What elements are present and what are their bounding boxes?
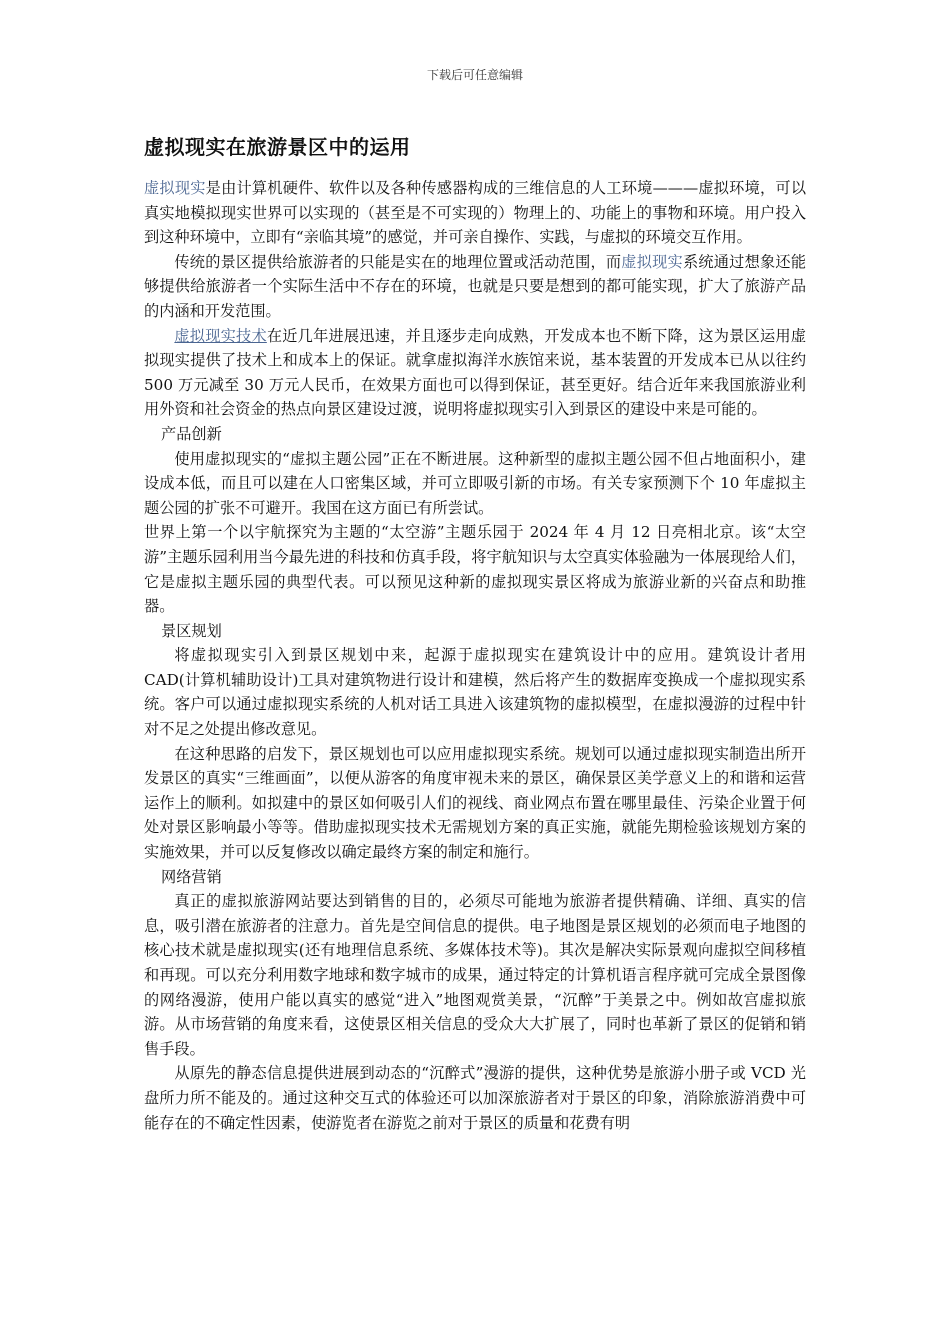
vr-technology-link[interactable]: 虚拟现实技术 xyxy=(174,326,267,345)
paragraph-architecture: 将虚拟现实引入到景区规划中来，起源于虚拟现实在建筑设计中的应用。建筑设计者用 CAD(计算机辅助设计)工具对建筑物进行设计和建模，然后将产生的数据库变换成一个虚拟现实系统。客户可以通过虚拟现实系统的人机对话工具进入该建筑物的虚拟模型，在虚拟漫游的过程中针对不足之处提出修改意见。 xyxy=(144,646,806,739)
paragraph-intro: 虚拟现实是由计算机硬件、软件以及各种传感器构成的三维信息的人工环境———虚拟环境，可以真实地模拟现实世界可以实现的（甚至是不可实现的）物理上的、功能上的事物和环境。用户投入到这种环境中，立即有“亲临其境”的感觉，并可亲自操作、实践，与虚拟的环境交互作用。 xyxy=(144,179,807,247)
subheading-product: 产品创新 xyxy=(161,424,222,443)
page-header: 下载后可任意编辑 xyxy=(426,68,523,82)
paragraph-scenic-planning: 在这种思路的启发下，景区规划也可以应用虚拟现实系统。规划可以通过虚拟现实制造出所开发景区的真实“三维画面”，以便从游客的角度审视未来的景区，确保景区美学意义上的和谐和运营运作上的顺利。如拟建中的景区如何吸引人们的视线、商业网点布置在哪里最佳、污染企业置于何处对景区影响最小等等。借助虚拟现实技术无需规划方案的真正实施，就能先期检验该规划方案的实施效果，并可以反复修改以确定最终方案的制定和施行。 xyxy=(144,744,806,862)
vr-link[interactable]: 虚拟现实 xyxy=(621,252,683,271)
paragraph-theme-park: 使用虚拟现实的“虚拟主题公园”正在不断进展。这种新型的虚拟主题公园不但占地面积小，建设成本低，而且可以建在人口密集区域，并可立即吸引新的市场。有关专家预测下个 10 年虚拟主题公园的扩张不可避开。我国在这方面已有所尝试。 xyxy=(144,449,806,517)
paragraph-technology: 虚拟现实技术在近几年进展迅速，并且逐步走向成熟，开发成本也不断下降，这为景区运用虚拟现实提供了技术上和成本上的保证。就拿虚拟海洋水族馆来说，基本装置的开发成本已从以往约 500 万元减至 30 万元人民币，在效果方面也可以得到保证，甚至更好。结合近年来我国旅游业利用外资和社会资金的热点向景区建设过渡，说明将虚拟现实引入到景区的建设中来是可能的。 xyxy=(144,326,807,419)
paragraph-virtual-tour-site: 真正的虚拟旅游网站要达到销售的目的，必须尽可能地为旅游者提供精确、详细、真实的信息，吸引潜在旅游者的注意力。首先是空间信息的提供。电子地图是景区规划的必须而电子地图的核心技术就是虚拟现实(还有地理信息系统、多媒体技术等)。其次是解决实际景观向虚拟空间移植和再现。可以充分利用数字地球和数字城市的成果，通过特定的计算机语言程序就可完成全景图像的网络漫游，使用户能以真实的感觉“进入”地图观赏美景，“沉醉”于美景之中。例如故宫虚拟旅游。从市场营销的角度来看，这使景区相关信息的受众大大扩展了，同时也革新了景区的促销和销售手段。 xyxy=(144,892,806,1058)
document-body xyxy=(144,134,806,1135)
paragraph-traditional: 传统的景区提供给旅游者的只能是实在的地理位置或活动范围，而虚拟现实系统通过想象还能够提供给旅游者一个实际生活中不存在的环境，也就是只要是想到的都可能实现，扩大了旅游产品的内涵和开发范围。 xyxy=(144,252,807,320)
subheading-planning: 景区规划 xyxy=(161,621,222,640)
paragraph-space-tour: 世界上第一个以宇航探究为主题的“太空游”主题乐园于 2024 年 4 月 12 日亮相北京。该“太空游”主题乐园利用当今最先进的科技和仿真手段，将宇航知识与太空真实体验融为一体展现给人们，它是虚拟主题乐园的典型代表。可以预见这种新的虚拟现实景区将成为旅游业新的兴奋点和助推器。 xyxy=(144,523,806,616)
paragraph-immersive: 从原先的静态信息提供进展到动态的“沉醉式”漫游的提供，这种优势是旅游小册子或 VCD 光盘所力所不能及的。通过这种交互式的体验还可以加深旅游者对于景区的印象，消除旅游消费中可能存在的不确定性因素，使游览者在游览之前对于景区的质量和花费有明 xyxy=(144,1064,806,1132)
vr-link[interactable]: 虚拟现实 xyxy=(144,179,206,197)
document-title: 虚拟现实在旅游景区中的运用 xyxy=(144,135,411,159)
subheading-marketing: 网络营销 xyxy=(161,867,222,886)
